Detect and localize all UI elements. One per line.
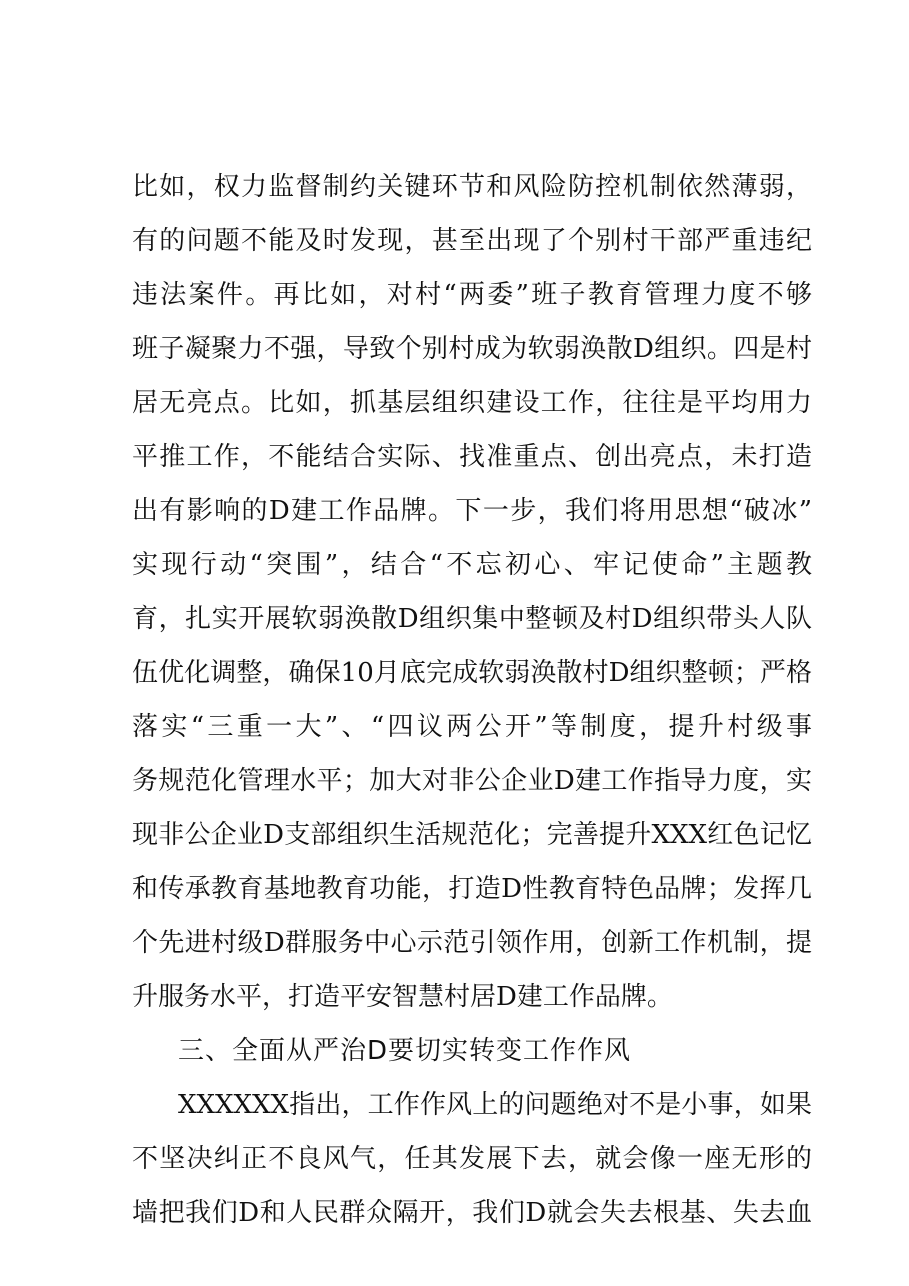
text-line: 个先进村级D群服务中心示范引领作用，创新工作机制，提 (132, 928, 812, 958)
section-heading: 三、全面从严治D要切实转变工作作风 (178, 1036, 632, 1066)
text-line: XXXXXX指出，工作作风上的问题绝对不是小事，如果 (178, 1090, 812, 1120)
text-line: 务规范化管理水平；加大对非公企业D建工作指导力度，实 (132, 766, 812, 796)
text-line: 升服务水平，打造平安智慧村居D建工作品牌。 (132, 982, 673, 1012)
text-line: 育，扎实开展软弱涣散D组织集中整顿及村D组织带头人队 (132, 604, 812, 634)
text-line: 出有影响的D建工作品牌。下一步，我们将用思想“破冰” (132, 496, 812, 526)
text-line: 平推工作，不能结合实际、找准重点、创出亮点，未打造 (132, 442, 812, 472)
text-line: 不坚决纠正不良风气，任其发展下去，就会像一座无形的 (132, 1144, 812, 1174)
text-line: 落实“三重一大”、“四议两公开”等制度，提升村级事 (132, 712, 812, 742)
text-line: 违法案件。再比如，对村“两委”班子教育管理力度不够 (132, 280, 812, 310)
text-line: 班子凝聚力不强，导致个别村成为软弱涣散D组织。四是村 (132, 334, 812, 364)
text-line: 有的问题不能及时发现，甚至出现了个别村干部严重违纪 (132, 226, 812, 256)
text-line: 现非公企业D支部组织生活规范化；完善提升XXX红色记忆 (132, 820, 812, 850)
text-line: 实现行动“突围”，结合“不忘初心、牢记使命”主题教 (132, 550, 812, 580)
text-line: 比如，权力监督制约关键环节和风险防控机制依然薄弱， (132, 172, 812, 202)
text-line: 和传承教育基地教育功能，打造D性教育特色品牌；发挥几 (132, 874, 812, 904)
text-line: 居无亮点。比如，抓基层组织建设工作，往往是平均用力 (132, 388, 812, 418)
paragraph-1 (132, 160, 812, 1024)
document-body (132, 160, 812, 1240)
paragraph-2 (132, 1078, 812, 1240)
text-line: 墙把我们D和人民群众隔开，我们D就会失去根基、失去血 (132, 1198, 812, 1228)
text-line: 伍优化调整，确保10月底完成软弱涣散村D组织整顿；严格 (132, 658, 812, 688)
